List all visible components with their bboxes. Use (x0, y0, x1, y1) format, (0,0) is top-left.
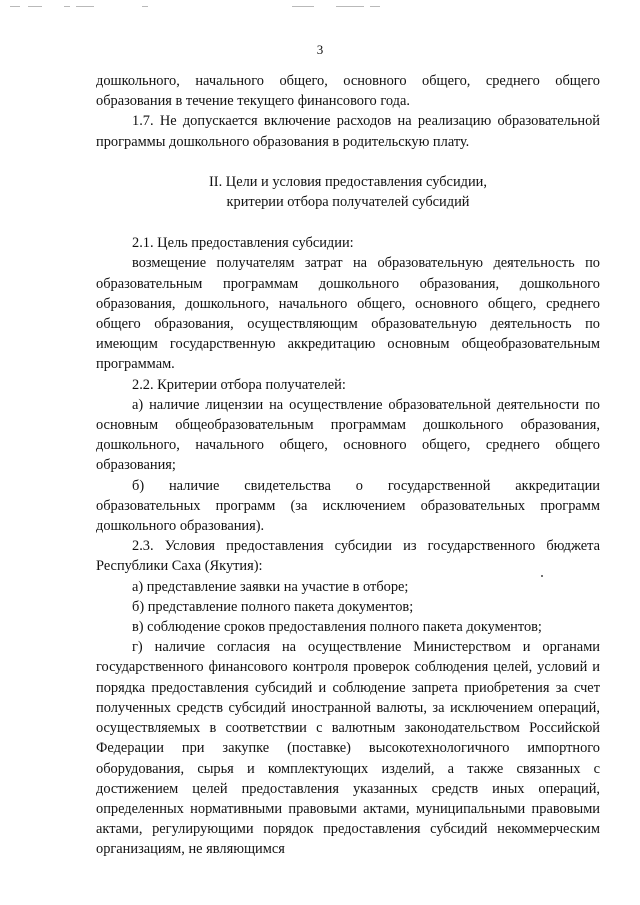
paragraph-2-3-b: б) представление полного пакета документов; (132, 598, 414, 615)
paragraph-2-3-a: а) представление заявки на участие в отборе; (132, 578, 409, 595)
paragraph-2-3-c: в) соблюдение сроков предоставления полного пакета документов; (132, 619, 542, 636)
document-body (96, 71, 600, 860)
scan-dot (541, 575, 543, 577)
paragraph-2-2-a: а) наличие лицензии на осуществление образовательной деятельности по основным общеобразовательным программам дошкольного образования, дошкольного, начального общего, основного общего, среднего общего образования; (96, 396, 600, 474)
paragraph-2-2: 2.2. Критерии отбора получателей: (132, 376, 346, 393)
section-heading-line-2: критерии отбора получателей субсидий (226, 194, 470, 211)
page-number: 3 (316, 42, 324, 57)
paragraph-2-3: 2.3. Условия предоставления субсидии из государственного бюджета Республики Саха (Якутия): (96, 538, 600, 575)
paragraph-2-3-d: г) наличие согласия на осуществление Министерством и органами государственного финансового контроля проверок соблюдения целей, условий и порядка предоставления субсидий и соблюдение запрета приобретения за счет полученных средств субсидий иностранной валюты, за исключением операций, осуществляемых в соответствии с валютным законодательством Российской Федерации при закупке (поставке) высокотехнологичного импортного оборудования, сырья и комплектующих изделий, а также связанных с достижением целей предоставления указанных средств иных операций, определенных нормативными правовыми актами, муниципальными правовыми актами, регулирующими порядок предоставления субсидий некоммерческим организациям, не являющимся (96, 639, 600, 858)
paragraph-1-7: 1.7. Не допускается включение расходов на реализацию образовательной программы дошкольного образования в родительскую плату. (96, 113, 600, 150)
paragraph-2-2-b: б) наличие свидетельства о государственной аккредитации образовательных программ (за исключением образовательных программ дошкольного образования). (96, 477, 600, 535)
paragraph-2-1: 2.1. Цель предоставления субсидии: (132, 235, 354, 252)
scan-artifact-marks (6, 4, 634, 10)
section-heading-line-1: II. Цели и условия предоставления субсидии, (209, 173, 487, 190)
paragraph-continuation: дошкольного, начального общего, основного общего, среднего общего образования в течение текущего финансового года. (96, 73, 600, 110)
section-heading (96, 172, 600, 212)
paragraph-2-1-text: возмещение получателям затрат на образовательную деятельность по образовательным программам дошкольного образования, дошкольного образования, дошкольного, начального общего, основного общего, среднего общего образования, осуществляющим образовательную деятельность по имеющим государственную аккредитацию основным общеобразовательным программам. (96, 255, 600, 373)
